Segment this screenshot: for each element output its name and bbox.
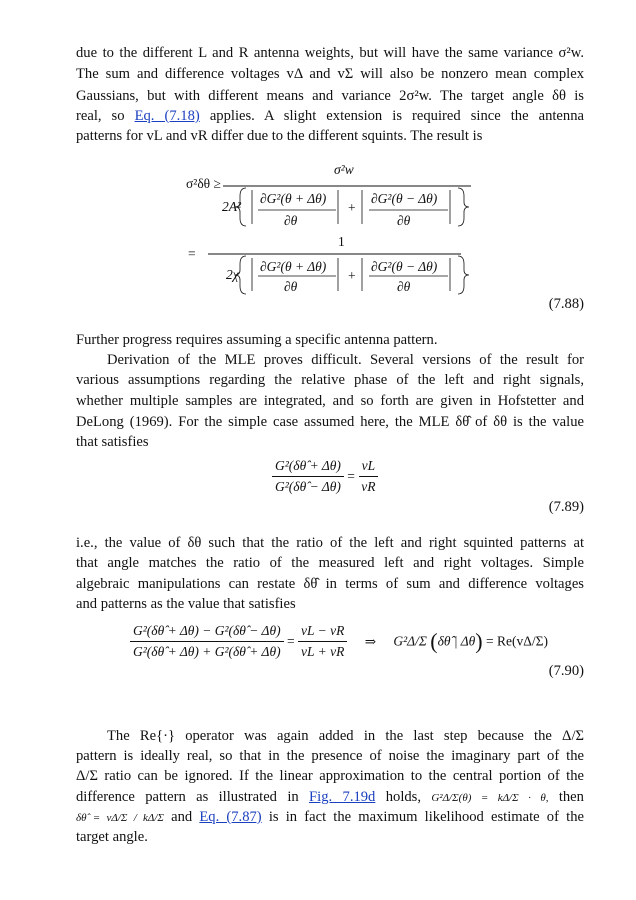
eq788-coef-2a2: 2A² (222, 199, 242, 214)
eq-7-18-link[interactable]: Eq. (7.18) (134, 108, 200, 124)
document-page: due to the different L and R antenna weights, but will have the same variance σ²w. The sum and difference voltages vΔ and vΣ will also be nonzero mean complex Gaussians, but with different means and variance 2σ²w. The target angle δθ is real, so Eq. (7.18) applies. A slight extension is required since the antenna patterns for vL and vR differ due to the different squints. The result is σ²δθ ≥ σ²w 2A² ∂G²(θ + Δθ) ∂θ + ∂G²(θ − Δθ) ∂θ = 1 2χ ∂G²(θ + Δθ) ∂θ + ∂G²(θ − Δθ) ∂θ (7.88) Further progress requires assuming a specific antenna pattern. Derivation of the MLE proves difficult. Several versions of the result for various assumptions regarding the relative phase of the left and right signals, whether multiple samples are integrated, and so forth are given in Hofstetter and DeLong (1969). For the simple case assumed here, the MLE δθ̂ of δθ is the value that satisfies $\frac{\text{G²(δθ̂ + Δθ)}}{\text{G²(δθ̂ − Δθ)}}$ = $\frac{vL}{vR}$ (7.89) i.e., the value of δθ such that the ratio of the left and right squinted patterns at that angle matches the ratio of the measured left and right voltages. Simple algebraic manipulations can restate δθ̂ in terms of sum and difference voltages and patterns as the value that satisfies $\frac{\text{G²(δθ̂ + Δθ) − G²(δθ̂ − Δθ)}}{\text{G²(δθ̂ + Δθ) + G²(δθ̂ + Δθ)}}$ = $\frac{vL - vR}{vL + vR}$ ⇒ G²Δ/Σ (δθ̂ | Δθ) = Re(vΔ/Σ) (7.90) The Re{·} operator was again added in the last step because the Δ/Σ pattern is ideally real, so that in the presence of noise the imaginary part of the Δ/Σ ratio can be ignored. If the linear approximation to the central portion of the difference pattern as illustrated in Fig. 7.19d holds, G²Δ/Σ(θ) = kΔ/Σ · θ, then δθ̂ = vΔ/Σ / kΔ/Σ and Eq. (7.87) is in fact the maximum likelihood estimate of the target angle. (76, 45, 584, 845)
para3-line4: DeLong (1969). For the simple case assumed here, the MLE δθ̂ of δθ is the value (76, 414, 584, 430)
fig-7-19d-link[interactable]: Fig. 7.19d (309, 789, 376, 805)
para5-inline-eq: G²Δ/Σ(θ) = kΔ/Σ · θ, (431, 792, 549, 804)
para3-line5: that satisfies (76, 434, 149, 450)
eq788-coef-2chi: 2χ (226, 267, 239, 282)
para1-line4-a: real, so (76, 108, 125, 124)
para4-line3: algebraic manipulations can restate δθ̂ in terms of sum and difference voltages (76, 576, 584, 592)
para4-line4: and patterns as the value that satisfies (76, 596, 296, 612)
eq-number-7-89: (7.89) (548, 499, 584, 515)
eq789-denominator: G²(δθ̂ − Δθ) (275, 479, 341, 494)
para4-line1: i.e., the value of δθ such that the ratio of the left and right squinted patterns at (76, 535, 584, 551)
para5-line4-a: difference pattern as illustrated in (76, 789, 299, 805)
para1-line1: due to the different L and R antenna weights, but will have the same variance σ²w. (76, 45, 584, 61)
para5-line1: The Re{·} operator was again added in the last step because the Δ/Σ (107, 728, 584, 744)
para3-line3: whether multiple samples are integrated, and so forth are given in Hofstetter and (76, 393, 584, 409)
eq788-dtheta-3: ∂θ (284, 279, 298, 294)
para5-line5-a: and (171, 809, 193, 825)
para1-line4 (76, 107, 584, 126)
eq789-ratio-num: vL (359, 458, 379, 477)
eq-number-7-88: (7.88) (548, 296, 584, 312)
para5-line4-c: then (558, 789, 584, 805)
para1-line2: The sum and difference voltages vΔ and vΣ will also be nonzero mean complex (76, 66, 584, 82)
para5-line5-b: is in fact the maximum likelihood estimate of the (268, 809, 584, 825)
eq788-g-plus-bottom: ∂G²(θ + Δθ) (260, 259, 327, 274)
para5-line6: target angle. (76, 829, 148, 845)
eq788-g-minus-bottom: ∂G²(θ − Δθ) (371, 259, 438, 274)
para5-line2: pattern is ideally real, so that in the presence of noise the imaginary part of the (76, 748, 584, 764)
eq788-g-minus-top: ∂G²(θ − Δθ) (371, 191, 438, 206)
eq789-ratio-den: vR (361, 479, 376, 494)
eq788-dtheta-1: ∂θ (284, 213, 298, 228)
eq790-implies-arrow: ⇒ (364, 633, 377, 649)
para5-inline-eq-2: δθ̂ = vΔ/Σ / kΔ/Σ (76, 812, 164, 824)
para5-line3: Δ/Σ ratio can be ignored. If the linear approximation to the central portion of the (76, 768, 584, 784)
eq790-rhs-arg: δθ̂ | Δθ (437, 633, 476, 649)
eq788-g-plus-top: ∂G²(θ + Δθ) (260, 191, 327, 206)
para5-line4-b: holds, (385, 789, 421, 805)
para1-line3: Gaussians, but with different means and variance 2σ²w. The target angle δθ is (76, 88, 584, 104)
eq790-denominator: G²(δθ̂ + Δθ) + G²(δθ̂ + Δθ) (133, 644, 281, 659)
equation-7-90: $\frac{\text{G²(δθ̂ + Δθ) − G²(δθ̂ − Δθ)}}{\text{G²(δθ̂ + Δθ) + G²(δθ̂ + Δθ)}}$ = $\frac{vL - vR}{vL + vR}$ ⇒ G²Δ/Σ (δθ̂ | Δθ) = Re(vΔ/Σ) (130, 623, 548, 660)
para5-line5 (76, 808, 584, 828)
eq790-ratio-den: vL + vR (300, 644, 345, 659)
para5-line4 (76, 788, 584, 808)
eq788-lhs: σ²δθ ≥ (186, 176, 221, 191)
para1-line4-b: applies. A slight extension is required since the antenna (209, 108, 584, 124)
para1-line5: patterns for vL and vR differ due to the different squints. The result is (76, 128, 483, 144)
eq-7-87-link[interactable]: Eq. (7.87) (199, 809, 262, 825)
para4-line2: that angle matches the ratio of the measured left and right voltages. Simple (76, 555, 584, 571)
eq-number-7-90: (7.90) (548, 663, 584, 679)
eq790-rhs-re: = Re(vΔ/Σ) (485, 633, 548, 649)
para3-line1: Derivation of the MLE proves difficult. Several versions of the result for (107, 352, 584, 368)
para2-line1: Further progress requires assuming a specific antenna pattern. (76, 332, 438, 348)
eq790-rhs-g: G²Δ/Σ (393, 633, 427, 649)
eq789-numerator: G²(δθ̂ + Δθ) (272, 458, 344, 477)
equation-7-89: $\frac{\text{G²(δθ̂ + Δθ)}}{\text{G²(δθ̂ − Δθ)}}$ = $\frac{vL}{vR}$ (272, 458, 379, 495)
eq790-ratio-num: vL − vR (298, 623, 347, 642)
para3-line2: various assumptions regarding the relative phase of the left and right signals, (76, 372, 584, 388)
eq788-numerator: σ²w (334, 162, 354, 177)
eq788-dtheta-4: ∂θ (397, 279, 411, 294)
eq788-one: 1 (338, 234, 345, 249)
eq790-numerator: G²(δθ̂ + Δθ) − G²(δθ̂ − Δθ) (130, 623, 284, 642)
eq788-dtheta-2: ∂θ (397, 213, 411, 228)
